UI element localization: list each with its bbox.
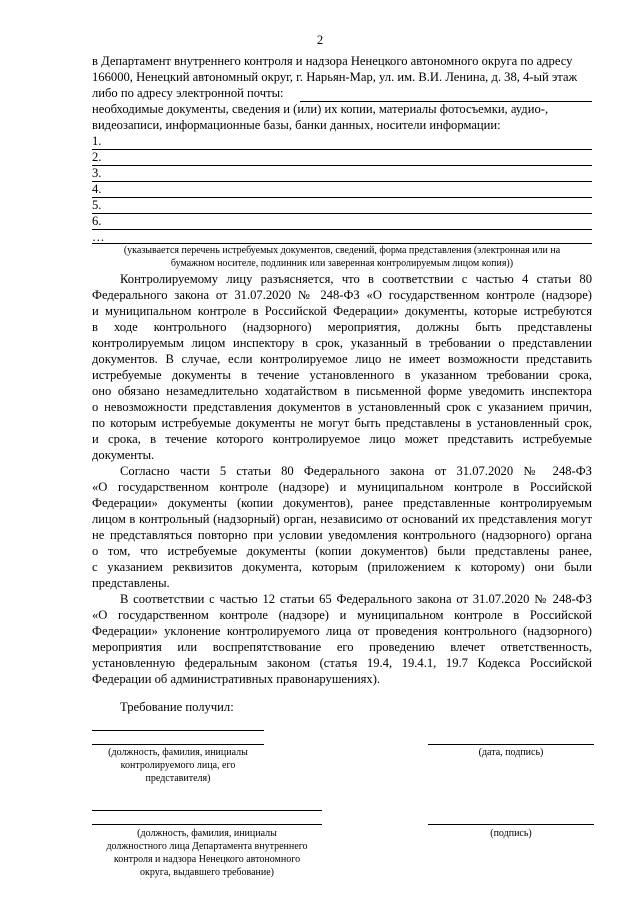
intro-line-2: 166000, Ненецкий автономный округ, г. Нарьян-Мар, ул. им. В.И. Ленина, д. 38, 4-ый этаж bbox=[92, 70, 578, 84]
para1-line: Контролируемому лицу разъясняется, что в соответствии с частью 4 статьи 80 bbox=[120, 272, 592, 286]
list-underline bbox=[92, 165, 592, 166]
para3-line: установленную федеральным законом (статья 19.4, 19.4.1, 19.7 Кодекса Российской bbox=[92, 656, 592, 670]
sig2-right-caption: (подпись) bbox=[490, 828, 532, 839]
sig1-caption-line: (должность, фамилия, инициалы bbox=[108, 747, 248, 758]
para2-line: не представляться повторно при условии уведомления контрольного (надзорного) органа bbox=[92, 528, 592, 542]
para1-line: по которым истребуемые документы не могут быть представлены в установленный срок, bbox=[92, 416, 592, 430]
list-item: 4. bbox=[92, 182, 102, 196]
para2-line: лицом в контрольный (надзорный) орган, независимо от оснований их представления могут bbox=[92, 512, 592, 526]
para3-line: «О государственном контроле (надзоре) и муниципальном контроле в Российской bbox=[92, 608, 592, 622]
para1-line: Федерального закона от 31.07.2020 № 248-ФЗ «О государственном контроле (надзоре) bbox=[92, 288, 592, 302]
sig2-caption-line: (должность, фамилия, инициалы bbox=[137, 828, 277, 839]
para1-line: и срока, в течение которого контролируемое лицо может представить истребуемые bbox=[92, 432, 592, 446]
list-underline bbox=[92, 181, 592, 182]
para1-line: истребуемые документы в течение установленного в указанном требовании срока, bbox=[92, 368, 592, 382]
signature-line bbox=[92, 744, 264, 745]
intro-line-4: необходимые документы, сведения и (или) их копии, материалы фотосъемки, аудио-, bbox=[92, 102, 549, 116]
para2-line: Федерации» документы (копии документов), ранее представленные контролируемым bbox=[92, 496, 592, 510]
para1-line: контролируемым лицом инспектору в срок, указанный в требовании о представлении bbox=[92, 336, 592, 350]
signature-line bbox=[92, 810, 322, 811]
received-label: Требование получил: bbox=[120, 700, 234, 714]
list-note-line-1: (указывается перечень истребуемых документов, сведений, форма представления (электронная или на bbox=[123, 245, 561, 256]
list-underline bbox=[92, 213, 592, 214]
intro-line-5: видеозаписи, информационные базы, банки данных, носители информации: bbox=[92, 118, 501, 132]
list-item: 6. bbox=[92, 214, 102, 228]
list-underline bbox=[92, 229, 592, 230]
sig1-caption-line: контролируемого лица, его bbox=[120, 760, 236, 771]
list-item: 5. bbox=[92, 198, 102, 212]
sig1-caption-line: представителя) bbox=[145, 773, 211, 784]
para1-line: и муниципальном контроле в Российской Федерации» документы, которые истребуются bbox=[92, 304, 592, 318]
para3-line: В соответствии с частью 12 статьи 65 Федерального закона от 31.07.2020 № 248-ФЗ bbox=[120, 592, 592, 606]
list-underline bbox=[92, 197, 592, 198]
para2-line: Согласно части 5 статьи 80 Федерального закона от 31.07.2020 № 248-ФЗ bbox=[120, 464, 592, 478]
para1-line: документы. bbox=[92, 448, 155, 462]
list-note-line-2: бумажном носителе, подлинник или заверенная контролируемым лицом копия)) bbox=[170, 258, 514, 269]
list-item: 3. bbox=[92, 166, 102, 180]
para3-line: Федерации» уклонение контролируемого лица от проведения контрольного (надзорного) bbox=[92, 624, 592, 638]
para2-line: о том, что истребуемые документы (копии документов) были представлены ранее, bbox=[92, 544, 592, 558]
sig2-caption-line: должностного лица Департамента внутреннего bbox=[106, 841, 308, 852]
para3-line: Федерации об административных правонарушениях). bbox=[92, 672, 381, 686]
para2-line: с указанием реквизитов документа, которым (приложением к которому) они были bbox=[92, 560, 592, 574]
signature-line bbox=[92, 824, 322, 825]
sig1-right-caption: (дата, подпись) bbox=[478, 747, 544, 758]
date-signature-line bbox=[428, 744, 594, 745]
sig2-caption-line: округа, выдавшего требование) bbox=[140, 867, 274, 878]
page-number: 2 bbox=[316, 33, 324, 47]
para1-line: в ходе контрольного (надзорного) мероприятия, должны быть представлены bbox=[92, 320, 592, 334]
list-item: 1. bbox=[92, 134, 102, 148]
list-item: 2. bbox=[92, 150, 102, 164]
intro-line-1: в Департамент внутреннего контроля и надзора Ненецкого автономного округа по адресу bbox=[92, 54, 573, 68]
list-item: … bbox=[92, 230, 105, 244]
para1-line: о невозможности представления документов в установленный срок с указанием причин, bbox=[92, 400, 592, 414]
list-underline bbox=[92, 149, 592, 150]
para2-line: представлены. bbox=[92, 576, 170, 590]
para1-line: оно обязано незамедлительно ходатайством в письменной форме уведомить инспектора bbox=[92, 384, 592, 398]
sig2-caption-line: контроля и надзора Ненецкого автономного bbox=[113, 854, 301, 865]
para3-line: мероприятия или воспрепятствование его проведению влечет ответственность, bbox=[92, 640, 592, 654]
para1-line: документов. В случае, если контролируемое лицо не имеет возможности представить bbox=[92, 352, 592, 366]
intro-line-3: либо по адресу электронной почты: bbox=[92, 86, 284, 100]
signature-only-line bbox=[428, 824, 594, 825]
signature-line bbox=[92, 730, 264, 731]
para2-line: «О государственном контроле (надзоре) и муниципальном контроле в Российской bbox=[92, 480, 592, 494]
